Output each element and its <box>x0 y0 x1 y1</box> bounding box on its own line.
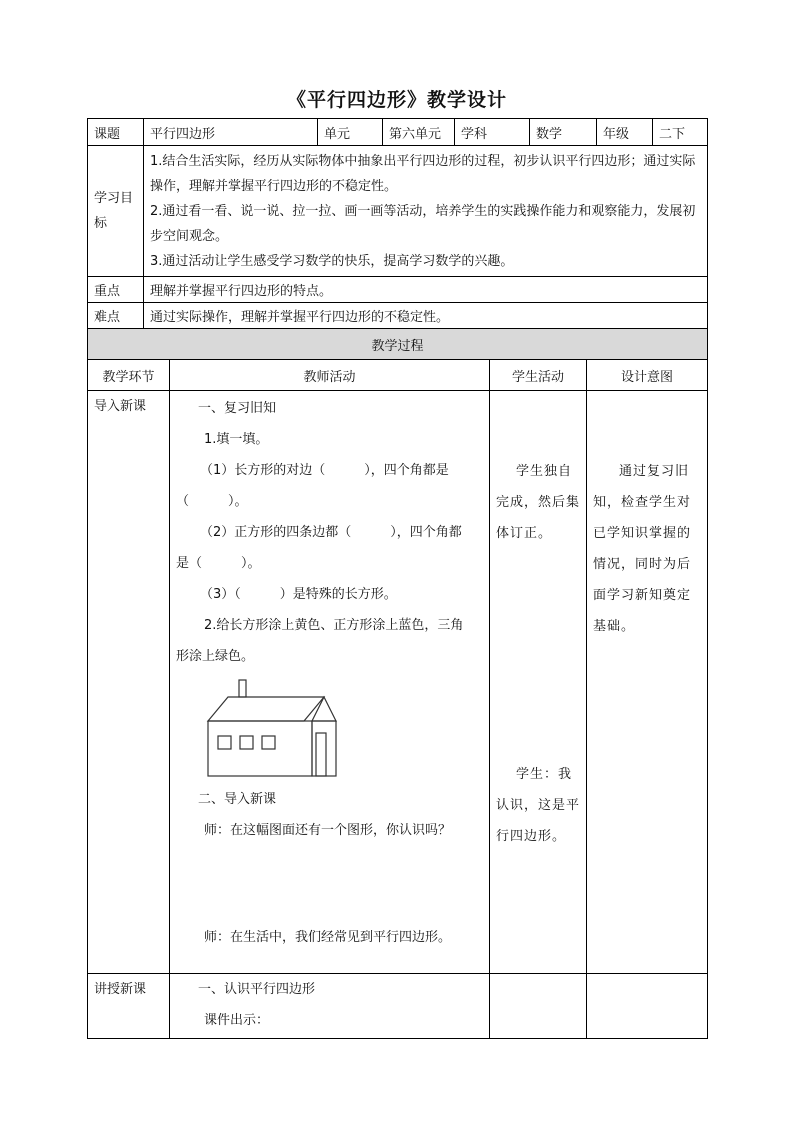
color-task-b: 形涂上绿色。 <box>176 649 255 664</box>
header-intent: 设计意图 <box>587 360 708 391</box>
grade-label: 年级 <box>597 119 653 146</box>
parallelogram-roof-shape <box>208 697 324 721</box>
objectives-content <box>144 146 708 277</box>
intro-title: 二、导入新课 <box>198 792 277 807</box>
process-section-row <box>88 329 708 360</box>
info-row <box>88 119 708 146</box>
square-window-shape <box>262 736 275 749</box>
header-teacher: 教师活动 <box>170 360 490 391</box>
triangle-shape <box>312 697 336 721</box>
objective-item: 1.结合生活实际，经历从实际物体中抽象出平行四边形的过程，初步认识平行四边形；通过实际操作，理解并掌握平行四边形的不稳定性。 <box>150 154 696 194</box>
student-activity <box>490 391 587 974</box>
header-stage: 教学环节 <box>88 360 170 391</box>
process-title: 教学过程 <box>88 329 708 360</box>
teacher-life-remark: 师：在生活中，我们经常见到平行四边形。 <box>204 930 452 945</box>
topic-label: 课题 <box>88 119 144 146</box>
stage-name: 讲授新课 <box>88 974 170 1039</box>
key-point-label: 重点 <box>88 277 144 303</box>
student-activity <box>490 974 587 1039</box>
teacher-question: 师：在这幅图面还有一个图形，你认识吗？ <box>204 823 452 838</box>
stage-row-intro <box>88 391 708 974</box>
unit-label: 单元 <box>318 119 383 146</box>
question-2a: （2）正方形的四条边都（ ），四个角都 <box>200 525 462 540</box>
question-2b: 是（ ）。 <box>176 556 261 571</box>
color-task-a: 2.给长方形涂上黄色、正方形涂上蓝色，三角 <box>204 618 464 633</box>
fill-title: 1.填一填。 <box>204 432 269 447</box>
teacher-activity <box>170 391 490 974</box>
objective-item: 3.通过活动让学生感受学习数学的快乐，提高学习数学的兴趣。 <box>150 254 514 269</box>
chimney-shape <box>239 680 246 697</box>
house-figure <box>206 678 346 778</box>
courseware-note: 课件出示： <box>204 1013 270 1028</box>
unit-value: 第六单元 <box>383 119 455 146</box>
key-point-row <box>88 277 708 303</box>
subject-label: 学科 <box>455 119 530 146</box>
header-student: 学生活动 <box>490 360 587 391</box>
objectives-label: 学习目标 <box>88 146 144 277</box>
stage-row-new-lesson <box>88 974 708 1039</box>
design-intent <box>587 974 708 1039</box>
design-intent-text: 通过复习旧知，检查学生对已学知识掌握的情况，同时为后面学习新知奠定基础。 <box>593 464 692 634</box>
student-activity-1: 学生独自完成，然后集体订正。 <box>496 464 581 541</box>
document-title: 《平行四边形》教学设计 <box>286 89 507 111</box>
recognize-title: 一、认识平行四边形 <box>198 982 316 997</box>
difficulty-value: 通过实际操作，理解并掌握平行四边形的不稳定性。 <box>144 303 708 329</box>
question-3: （3）（ ）是特殊的长方形。 <box>200 587 397 602</box>
difficulty-label: 难点 <box>88 303 144 329</box>
design-intent <box>587 391 708 974</box>
difficulty-row <box>88 303 708 329</box>
square-window-shape <box>240 736 253 749</box>
square-window-shape <box>218 736 231 749</box>
topic-value: 平行四边形 <box>144 119 318 146</box>
door-shape <box>316 733 326 776</box>
lesson-plan-table <box>87 118 708 1039</box>
question-1a: （1）长方形的对边（ ），四个角都是 <box>200 463 449 478</box>
process-header-row <box>88 360 708 391</box>
grade-value: 二下 <box>653 119 708 146</box>
question-1b: （ ）。 <box>176 494 248 509</box>
key-point-value: 理解并掌握平行四边形的特点。 <box>144 277 708 303</box>
objectives-row <box>88 146 708 277</box>
stage-name: 导入新课 <box>88 391 170 974</box>
student-activity-2: 学生：我认识，这是平行四边形。 <box>496 767 581 844</box>
objective-item: 2.通过看一看、说一说、拉一拉、画一画等活动，培养学生的实践操作能力和观察能力，发展初步空间观念。 <box>150 204 696 244</box>
teacher-activity <box>170 974 490 1039</box>
review-title: 一、复习旧知 <box>198 401 277 416</box>
subject-value: 数学 <box>530 119 597 146</box>
